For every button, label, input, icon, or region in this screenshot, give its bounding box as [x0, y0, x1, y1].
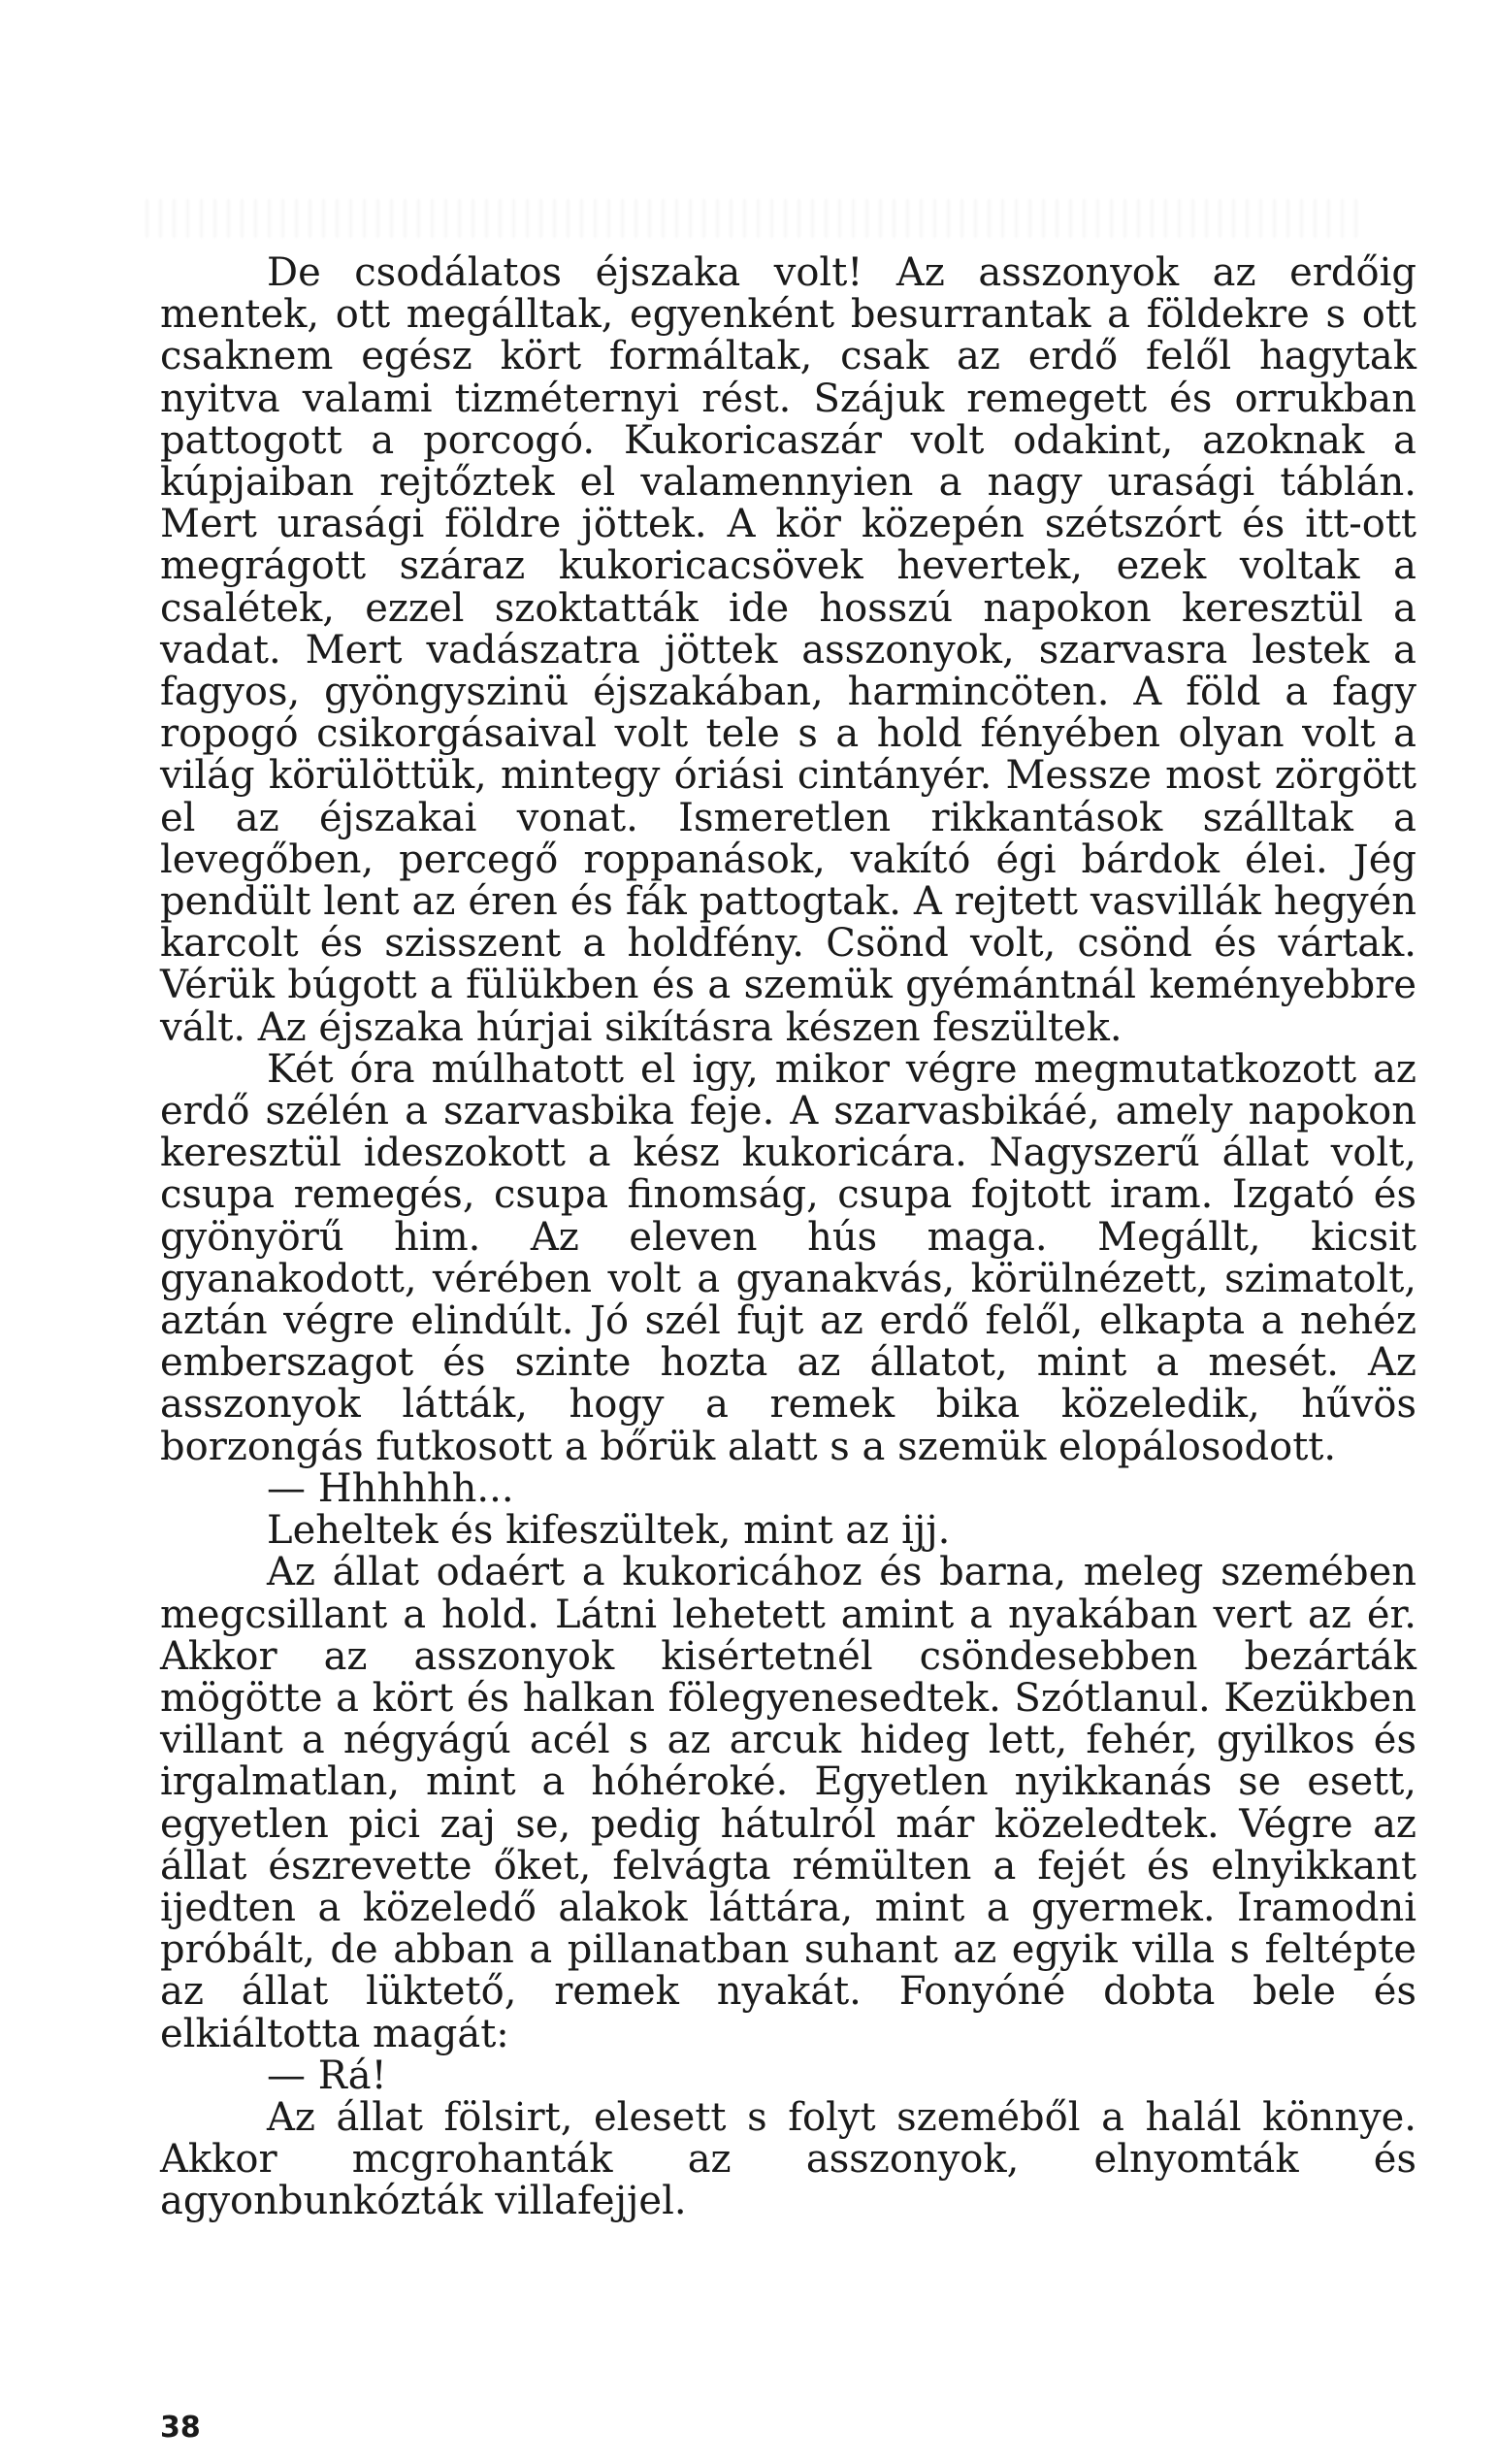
paragraph-3: Leheltek és kifeszültek, mint az ijj.: [267, 1508, 951, 1554]
dialog-line-1: — Hhhhhh...: [267, 1465, 514, 1511]
paragraph-1: De csodálatos éjszaka volt! Az asszonyok az erdőig mentek, ott megálltak, egyenként besurrantak a földekre s ott csaknem egész kört formáltak, csak az erdő felől hagytak nyitva valami tizméternyi rést. Szájuk remegett és orrukban pattogott a porcogó. Kukoricaszár volt odakint, azoknak a kúpjaiban rejtőztek el valamennyien a nagy urasági táblán. Mert urasági földre jöttek. A kör közepén szétszórt és itt-ott megrágott száraz kukoricacsövek hevertek, ezek voltak a csalétek, ezzel szoktatták ide hosszú napokon keresztül a vadat. Mert vadászatra jöttek asszonyok, szarvasra lestek a fagyos, gyöngyszinü éjszakában, harmincöten. A föld a fagy ropogó csikorgásaival volt tele s a hold fényében olyan volt a világ körülöttük, mintegy óriási cintányér. Messze most zörgött el az éjszakai vonat. Ismeretlen rikkantások szálltak a levegőben, percegő roppanások, vakító égi bárdok élei. Jég pendült lent az éren és fák pattogtak. A rejtett vasvillák hegyén karcolt és szisszent a holdfény. Csönd volt, csönd és vártak. Vérük búgott a fülükben és a szemük gyémántnál keményebbre vált. Az éjszaka húrjai sikításra készen feszültek.: [160, 250, 1416, 1050]
paragraph-4: Az állat odaért a kukoricához és barna, meleg szemében megcsillant a hold. Látni lehetett amint a nyakában vert az ér. Akkor az asszonyok kisértetnél csöndesebben bezárták mögötte a kört és halkan fölegyenesedtek. Szótlanul. Kezükben villant a négyágú acél s az arcuk hideg lett, fehér, gyilkos és irgalmatlan, mint a hóhéroké. Egyetlen nyikkanás se esett, egyetlen pici zaj se, pedig hátulról már közeledtek. Végre az állat észrevette őket, felvágta rémülten a fejét és elnyikkant ijedten a közeledő alakok láttára, mint a gyermek. Iramodni próbált, de abban a pillanatban suhant az egyik villa s feltépte az állat lüktető, remek nyakát. Fonyóné dobta bele és elkiáltotta magát:: [160, 1550, 1416, 2056]
dialog-line-2: — Rá!: [267, 2053, 387, 2098]
page-number: 38: [160, 2411, 201, 2445]
bleed-through-text: [146, 199, 1358, 238]
paragraph-2: Két óra múlhatott el igy, mikor végre megmutatkozott az erdő szélén a szarvasbika feje. A szarvasbikáé, amely napokon keresztül ideszokott a kész kukoricára. Nagyszerű állat volt, csupa remegés, csupa finomság, csupa fojtott iram. Izgató és gyönyörű him. Az eleven hús maga. Megállt, kicsit gyanakodott, vérében volt a gyanakvás, körülnézett, szimatolt, aztán végre elindúlt. Jó szél fujt az erdő felől, elkapta a nehéz emberszagot és szinte hozta az állatot, mint a mesét. Az asszonyok látták, hogy a remek bika közeledik, hűvös borzongás futkosott a bőrük alatt s a szemük elopálosodott.: [160, 1046, 1416, 1469]
paragraph-5: Az állat fölsirt, elesett s folyt szeméből a halál könnye. Akkor mcgrohanták az asszonyok, elnyomták és agyonbunkózták villafejjel.: [160, 2094, 1416, 2224]
body-text: [160, 252, 1416, 2223]
